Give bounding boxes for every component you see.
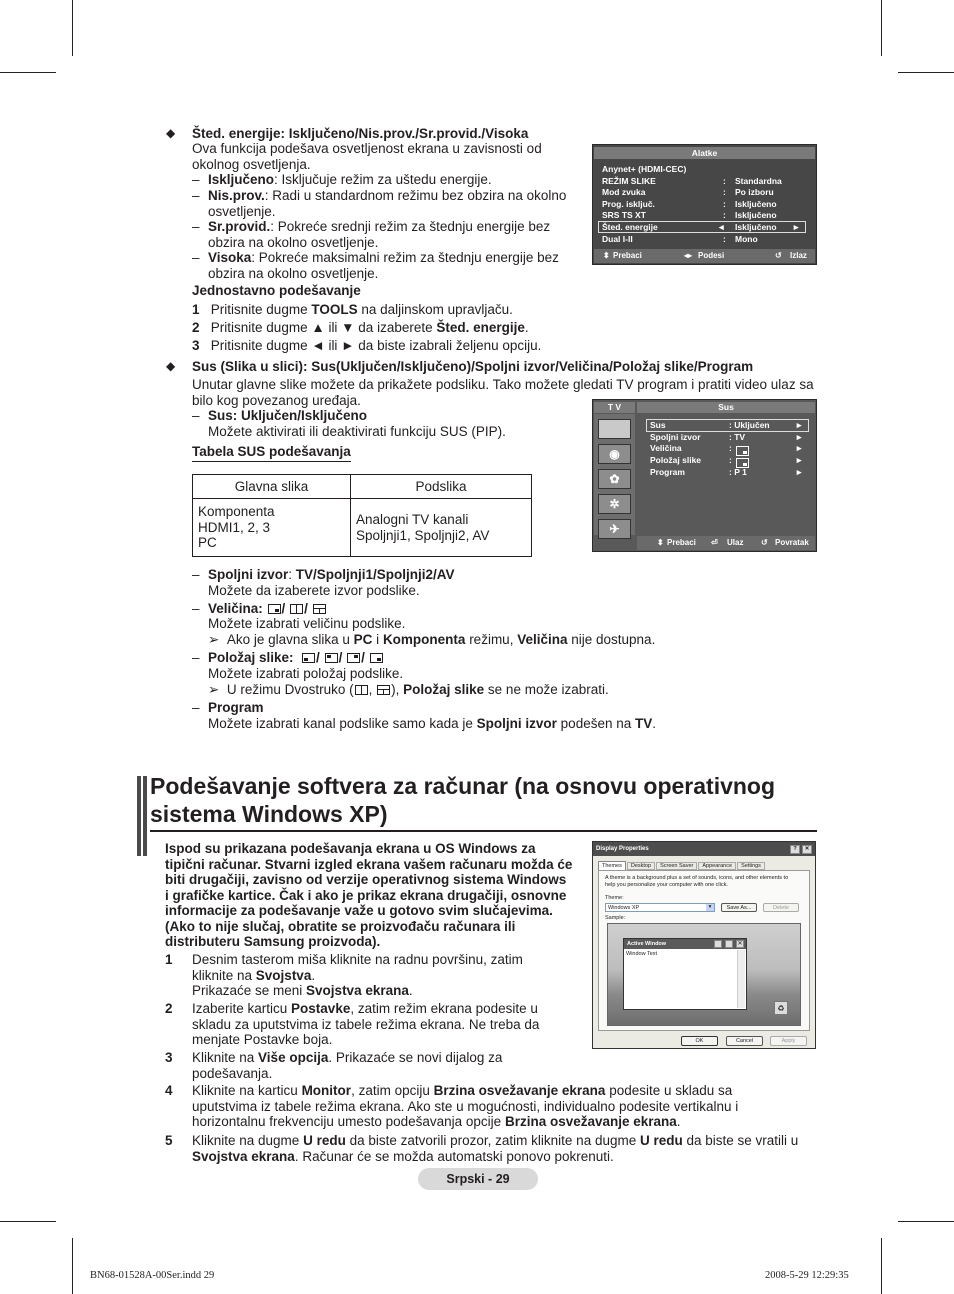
file-info: BN68-01528A-00Ser.indd 29	[90, 1270, 215, 1281]
crop-mark	[881, 1238, 882, 1294]
dash: –	[192, 408, 200, 423]
help-icon[interactable]: ?	[790, 845, 800, 854]
osd-pip-footer	[637, 536, 815, 550]
dialog-title: Display Properties	[593, 842, 815, 856]
maximize-icon	[725, 940, 733, 948]
picture-icon[interactable]	[598, 419, 631, 439]
win-step-2: Izaberite karticu Postavke, zatim režim ekrana podesite u skladu za uputstvima iz tabele režima ekrana. Ne treba da menjate Postavke boja.	[192, 1001, 540, 1047]
scrollbar[interactable]	[737, 950, 745, 1008]
pos-top-left-icon	[325, 653, 338, 663]
win-step-1: Desnim tasterom miša kliknite na radnu površinu, zatim kliknite na Svojstva. Prikazaće se meni Svojstva ekrana.	[192, 952, 523, 998]
table-cell-main: Komponenta HDMI1, 2, 3 PC	[193, 499, 351, 557]
pip-sus-text: Možete aktivirati ili deaktivirati funkciju SUS (PIP).	[208, 424, 506, 439]
dash: –	[192, 650, 200, 665]
input-icon[interactable]: ✈	[598, 519, 631, 539]
energy-intro: Ova funkcija podešava osvetljenost ekrana u zavisnosti od okolnog osvetljenja.	[192, 141, 542, 172]
dash: –	[192, 700, 200, 715]
page-number-badge: Srpski - 29	[418, 1168, 538, 1190]
osd-row-sep: :	[723, 210, 726, 220]
energy-item-high: Visoka: Pokreće maksimalni režim za štednju energije bez obzira na okolno osvetljenje.	[208, 250, 559, 281]
updown-icon: ⬍	[657, 538, 664, 547]
save-as-button[interactable]: Save As...	[721, 903, 757, 912]
windows-intro: Ispod su prikazana podešavanja ekrana u OS Windows za tipični računar. Stvarni izgled ekrana vašem računaru možda će biti drugačiji, zavisno od verzije operativnog sistema Windows i grafičke kartice. Čak i ako je prikaz ekrana drugačiji, osnovne informacije za podešavanje važe u gotovo svim slučajevima. (Ako to nije slučaj, obratite se proizvođaču računara ili distributeru Samsung proizvoda).	[165, 841, 573, 949]
right-arrow-icon: ►	[792, 222, 801, 232]
tab-appearance[interactable]: Appearance	[698, 862, 736, 870]
easy-step-1: 1 Pritisnite dugme TOOLS na daljinskom upravljaču.	[192, 302, 513, 317]
osd-tools-menu	[592, 144, 817, 265]
dash: –	[192, 188, 200, 203]
easy-step-2: 2 Pritisnite dugme ▲ ili ▼ da izaberete Šted. energije.	[192, 320, 529, 335]
osd-row-label: Položaj slike	[650, 455, 702, 465]
recycle-bin-icon: ♻	[774, 1001, 788, 1015]
pip-sus-term: Sus: Uključen/Isključeno	[208, 408, 368, 423]
section-title-line-1: Podešavanje softvera za računar (na osnovu operativnog	[150, 773, 776, 799]
theme-select[interactable]: Windows XP ▾	[605, 903, 715, 912]
apply-button[interactable]: Apply	[770, 1036, 807, 1046]
program-text: Možete izabrati kanal podslike samo kada je Spoljni izvor podešen na TV.	[208, 716, 657, 731]
title-underline	[150, 830, 817, 832]
easy-setup-title: Jednostavno podešavanje	[192, 283, 361, 298]
diamond-bullet-icon: ◆	[166, 126, 176, 140]
dash: –	[192, 250, 200, 265]
table-cell-sub: Analogni TV kanali Spoljnji1, Spoljnji2, AV	[351, 499, 532, 557]
crop-mark	[898, 1221, 954, 1222]
sample-preview	[607, 923, 801, 1026]
size-double-wide-icon	[377, 685, 390, 695]
updown-icon: ⬍	[603, 251, 610, 260]
footer-adjust: Podesi	[698, 251, 725, 260]
osd-row-sep: :	[723, 187, 726, 197]
sound-icon[interactable]: ◉	[598, 444, 631, 464]
date-info: 2008-5-29 12:29:35	[765, 1270, 849, 1281]
leftright-icon: ◂▸	[684, 251, 693, 260]
osd-row-value: Isključeno	[735, 210, 777, 220]
minimize-icon	[714, 940, 722, 948]
energy-item-medium: Sr.provid.: Pokreće srednji režim za štednju energije bez obzira na okolno osvetljenje.	[208, 219, 551, 250]
theme-label: Theme:	[605, 895, 624, 901]
step-number: 4	[165, 1083, 173, 1098]
osd-side-icons	[594, 414, 635, 535]
osd-row-sep: :	[723, 199, 726, 209]
osd-row-label: Prog. isključ.	[602, 199, 655, 209]
tab-desktop[interactable]: Desktop	[627, 862, 655, 870]
osd-row-sep: :	[723, 234, 726, 244]
position-line: Položaj slike: / / /	[208, 650, 384, 666]
step-number: 2	[165, 1001, 173, 1016]
size-double-wide-icon	[313, 604, 326, 614]
footer-move: Prebaci	[613, 251, 642, 260]
osd-row-label: REŽIM SLIKE	[602, 176, 656, 186]
right-arrow-icon: ►	[795, 455, 804, 465]
osd-tools-footer	[594, 249, 815, 263]
note-arrow-icon: ➢	[208, 632, 220, 647]
osd-row-value: : TV	[729, 432, 746, 442]
right-arrow-icon: ►	[795, 443, 804, 453]
crop-mark	[0, 1221, 56, 1222]
pip-table-title: Tabela SUS podešavanja	[192, 444, 351, 462]
cancel-button[interactable]: Cancel	[726, 1036, 763, 1046]
osd-row-label: Dual I-II	[602, 234, 633, 244]
title-bar-decoration	[143, 776, 147, 856]
osd-row-label: Šted. energije	[602, 222, 658, 232]
crop-mark	[72, 0, 73, 56]
tab-settings[interactable]: Settings	[737, 862, 765, 870]
pos-bottom-left-icon	[302, 653, 315, 663]
pos-top-right-icon	[347, 653, 360, 663]
theme-description: A theme is a background plus a set of sounds, icons, and other elements to help you personalize your computer with one click.	[605, 875, 789, 888]
osd-selected-row[interactable]	[646, 419, 809, 432]
osd-tools-title: Alatke	[594, 147, 815, 159]
osd-row-label: Mod zvuka	[602, 187, 646, 197]
sample-label: Sample:	[605, 915, 626, 921]
right-arrow-icon: ►	[795, 467, 804, 477]
osd-row-label: SRS TS XT	[602, 210, 646, 220]
size-text: Možete izabrati veličinu podslike.	[208, 616, 406, 631]
tab-panel	[598, 870, 810, 1031]
step-number: 3	[165, 1050, 173, 1065]
section-title-line-2: sistema Windows XP)	[150, 801, 388, 827]
win-step-5: Kliknite na dugme U redu da biste zatvorili prozor, zatim kliknite na dugme U redu da biste se vratili u Svojstva ekrana. Računar će se možda automatski ponovo pokrenuti.	[192, 1133, 799, 1164]
chevron-down-icon: ▾	[706, 904, 714, 911]
crop-mark	[0, 72, 56, 73]
energy-heading: Šted. energije: Isključeno/Nis.prov./Sr.provid./Visoka	[192, 126, 529, 141]
crop-mark	[881, 0, 882, 56]
left-arrow-icon: ◄	[717, 222, 726, 232]
table-header: Podslika	[351, 475, 532, 499]
close-icon[interactable]: ✕	[802, 845, 812, 854]
active-window-title: Active Window	[624, 939, 746, 949]
footer-back: Povratak	[775, 538, 809, 547]
win-step-3: Kliknite na Više opcija. Prikazaće se novi dijalog za podešavanja.	[192, 1050, 503, 1081]
osd-row-value: Isključeno	[735, 222, 777, 232]
osd-row-label: Spoljni izvor	[650, 432, 701, 442]
enter-icon: ⏎	[711, 538, 718, 547]
return-icon: ↺	[775, 251, 782, 260]
dash: –	[192, 219, 200, 234]
win-step-4: Kliknite na karticu Monitor, zatim opciju Brzina osvežavanje ekrana podesite u skladu sa uputstvima iz tabele režima ekrana. Ako ste u mogućnosti, individualno podesite vertikalnu i horizontalnu frekvenciju umesto podešavanja opcije Brzina osvežavanje ekrana.	[192, 1083, 739, 1129]
crop-mark	[72, 1238, 73, 1294]
title-bar-decoration	[137, 776, 141, 856]
ok-button[interactable]: OK	[681, 1036, 718, 1046]
right-arrow-icon: ►	[795, 432, 804, 442]
osd-row-value: Po izboru	[735, 187, 774, 197]
ext-source-text: Možete da izaberete izvor podslike.	[208, 583, 420, 598]
osd-row-sep: :	[723, 176, 726, 186]
osd-row-value: : P 1	[729, 467, 747, 477]
osd-row-label: Program	[650, 467, 685, 477]
delete-button[interactable]: Delete	[763, 903, 799, 912]
size-small-icon	[736, 446, 749, 456]
return-icon: ↺	[761, 538, 768, 547]
pip-intro: Unutar glavne slike možete da prikažete podsliku. Tako možete gledati TV program i pratiti video ulaz sa bilo kog povezanog uređaja.	[192, 377, 814, 408]
note-arrow-icon: ➢	[208, 682, 220, 697]
display-properties-dialog	[592, 841, 816, 1049]
tab-screen-saver[interactable]: Screen Saver	[656, 862, 697, 870]
osd-row-label: Veličina	[650, 443, 682, 453]
diamond-bullet-icon: ◆	[166, 359, 176, 373]
dialog-tabs	[598, 861, 765, 870]
osd-row-value: Standardna	[735, 176, 782, 186]
step-number: 5	[165, 1133, 173, 1148]
footer-exit: Izlaz	[790, 251, 807, 260]
table-header: Glavna slika	[193, 475, 351, 499]
position-note: ➢ U režimu Dvostruko ( , ), Položaj slike se ne može izabrati.	[208, 682, 609, 697]
osd-pip-menu	[592, 399, 817, 552]
right-arrow-icon: ►	[795, 420, 804, 430]
setup-gear-icon[interactable]: ✲	[598, 494, 631, 514]
pos-bottom-right-icon	[370, 653, 383, 663]
dash: –	[192, 601, 200, 616]
ext-source-line: Spoljni izvor: TV/Spoljnji1/Spoljnji2/AV	[208, 567, 455, 582]
window-text: Window Text	[626, 951, 658, 957]
close-icon: ✕	[737, 941, 743, 947]
easy-step-3: 3 Pritisnite dugme ◄ ili ► da biste izabrali željenu opciju.	[192, 338, 542, 353]
osd-pip-tab: T V	[594, 402, 635, 413]
pip-heading: Sus (Slika u slici): Sus(Uključen/Isključeno)/Spoljni izvor/Veličina/Položaj slike/Program	[192, 359, 754, 374]
energy-item-low: Nis.prov.: Radi u standardnom režimu bez obzira na okolno osvetljenje.	[208, 188, 567, 219]
osd-row-label: Anynet+ (HDMI-CEC)	[602, 164, 687, 174]
osd-row-value: :	[729, 455, 732, 465]
pip-settings-table	[192, 474, 532, 557]
dash: –	[192, 172, 200, 187]
size-double-icon	[355, 685, 368, 695]
active-window-preview	[623, 938, 747, 1010]
osd-row-value: Isključeno	[735, 199, 777, 209]
osd-row-label: Sus	[650, 420, 666, 430]
step-number: 1	[165, 952, 173, 967]
size-note: ➢ Ako je glavna slika u PC i Komponenta režimu, Veličina nije dostupna.	[208, 632, 656, 647]
program-term: Program	[208, 700, 264, 715]
energy-item-off: Isključeno: Isključuje režim za uštedu energije.	[208, 172, 492, 187]
tab-themes[interactable]: Themes	[598, 861, 626, 870]
crop-mark	[898, 72, 954, 73]
osd-row-value: Mono	[735, 234, 758, 244]
osd-pip-title: Sus	[637, 402, 815, 413]
size-double-icon	[290, 604, 303, 614]
footer-move: Prebaci	[667, 538, 696, 547]
footer-enter: Ulaz	[727, 538, 744, 547]
osd-row-value: : Uključen	[729, 420, 770, 430]
dash: –	[192, 567, 200, 582]
size-line: Veličina: / /	[208, 601, 327, 617]
size-small-icon	[268, 604, 281, 614]
channel-icon[interactable]: ✿	[598, 469, 631, 489]
osd-row-value: :	[729, 443, 732, 453]
position-text: Možete izabrati položaj podslike.	[208, 666, 404, 681]
